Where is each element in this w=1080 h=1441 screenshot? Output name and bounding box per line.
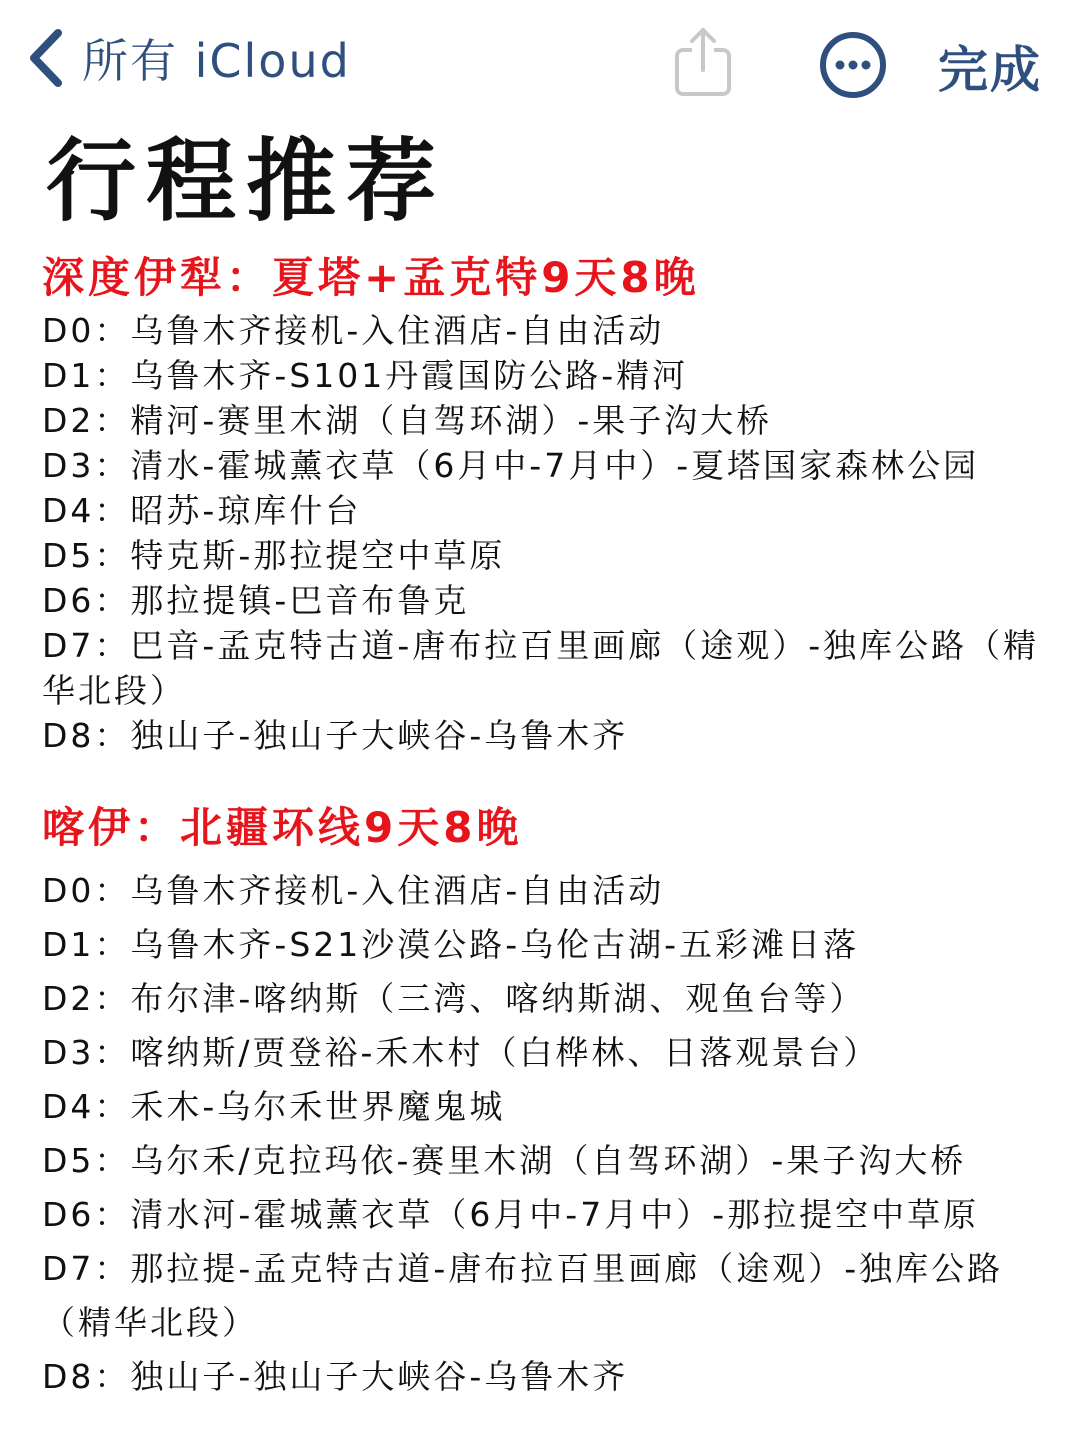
section-title: 喀伊：北疆环线9天8晚 xyxy=(42,803,523,852)
day-code: D3： xyxy=(42,446,131,485)
day-code: D4： xyxy=(42,491,131,530)
day-item xyxy=(42,398,1052,443)
share-button[interactable] xyxy=(672,26,734,98)
day-text: 清水河-霍城薰衣草（6月中-7月中）-那拉提空中草原 xyxy=(130,1195,980,1234)
day-code: D5： xyxy=(42,1141,131,1180)
day-item xyxy=(42,864,1052,918)
day-item xyxy=(42,1080,1052,1134)
more-options-button[interactable] xyxy=(818,30,888,100)
day-text: 乌鲁木齐接机-入住酒店-自由活动 xyxy=(130,871,665,910)
day-item xyxy=(42,443,1052,488)
day-list xyxy=(42,864,1052,1404)
day-text: 乌鲁木齐-S21沙漠公路-乌伦古湖-五彩滩日落 xyxy=(130,925,860,964)
day-code: D7： xyxy=(42,626,131,665)
day-code: D1： xyxy=(42,356,131,395)
day-text: 乌鲁木齐接机-入住酒店-自由活动 xyxy=(130,311,665,350)
day-code: D6： xyxy=(42,1195,131,1234)
day-item xyxy=(42,578,1052,623)
day-code: D0： xyxy=(42,871,131,910)
day-list xyxy=(42,308,1052,758)
day-text: 特克斯-那拉提空中草原 xyxy=(130,536,506,575)
day-code: D2： xyxy=(42,979,131,1018)
day-code: D5： xyxy=(42,536,131,575)
day-text: 乌鲁木齐-S101丹霞国防公路-精河 xyxy=(130,356,689,395)
day-item xyxy=(42,353,1052,398)
ellipsis-circle-icon xyxy=(818,85,888,104)
done-button[interactable]: 完成 xyxy=(938,41,1042,99)
day-item xyxy=(42,713,1052,758)
day-item xyxy=(42,623,1052,713)
day-text: 精河-赛里木湖（自驾环湖）-果子沟大桥 xyxy=(130,401,773,440)
day-text: 禾木-乌尔禾世界魔鬼城 xyxy=(130,1087,506,1126)
share-icon xyxy=(672,83,734,102)
note-title: 行程推荐 xyxy=(46,129,446,234)
day-item xyxy=(42,1350,1052,1404)
day-item xyxy=(42,918,1052,972)
day-item xyxy=(42,1026,1052,1080)
day-code: D6： xyxy=(42,581,131,620)
day-code: D8： xyxy=(42,716,131,755)
day-item xyxy=(42,1242,1052,1350)
day-code: D1： xyxy=(42,925,131,964)
chevron-left-icon xyxy=(28,29,64,87)
day-code: D0： xyxy=(42,311,131,350)
day-code: D4： xyxy=(42,1087,131,1126)
day-item xyxy=(42,1188,1052,1242)
day-text: 布尔津-喀纳斯（三湾、喀纳斯湖、观鱼台等） xyxy=(130,979,866,1018)
day-item xyxy=(42,488,1052,533)
day-code: D8： xyxy=(42,1357,131,1396)
day-item xyxy=(42,972,1052,1026)
back-button[interactable] xyxy=(28,26,351,90)
itinerary-section xyxy=(42,248,1052,758)
day-text: 巴音-孟克特古道-唐布拉百里画廊（途观）-独库公路（精华北段） xyxy=(42,626,1040,710)
day-text: 清水-霍城薰衣草（6月中-7月中）-夏塔国家森林公园 xyxy=(130,446,980,485)
day-text: 喀纳斯/贾登裕-禾木村（白桦林、日落观景台） xyxy=(130,1033,880,1072)
day-text: 那拉提镇-巴音布鲁克 xyxy=(130,581,470,620)
day-text: 那拉提-孟克特古道-唐布拉百里画廊（途观）-独库公路（精华北段） xyxy=(42,1249,1004,1342)
day-text: 乌尔禾/克拉玛依-赛里木湖（自驾环湖）-果子沟大桥 xyxy=(130,1141,967,1180)
itinerary-section xyxy=(42,798,1052,1404)
day-item xyxy=(42,1134,1052,1188)
day-code: D2： xyxy=(42,401,131,440)
navigation-bar xyxy=(0,0,1080,118)
section-title: 深度伊犁：夏塔+孟克特9天8晚 xyxy=(42,253,700,302)
day-text: 昭苏-琼库什台 xyxy=(130,491,362,530)
day-item xyxy=(42,308,1052,353)
day-item xyxy=(42,533,1052,578)
day-text: 独山子-独山子大峡谷-乌鲁木齐 xyxy=(130,716,629,755)
day-code: D3： xyxy=(42,1033,131,1072)
back-label: 所有 iCloud xyxy=(82,34,351,88)
day-code: D7： xyxy=(42,1249,131,1288)
day-text: 独山子-独山子大峡谷-乌鲁木齐 xyxy=(130,1357,629,1396)
